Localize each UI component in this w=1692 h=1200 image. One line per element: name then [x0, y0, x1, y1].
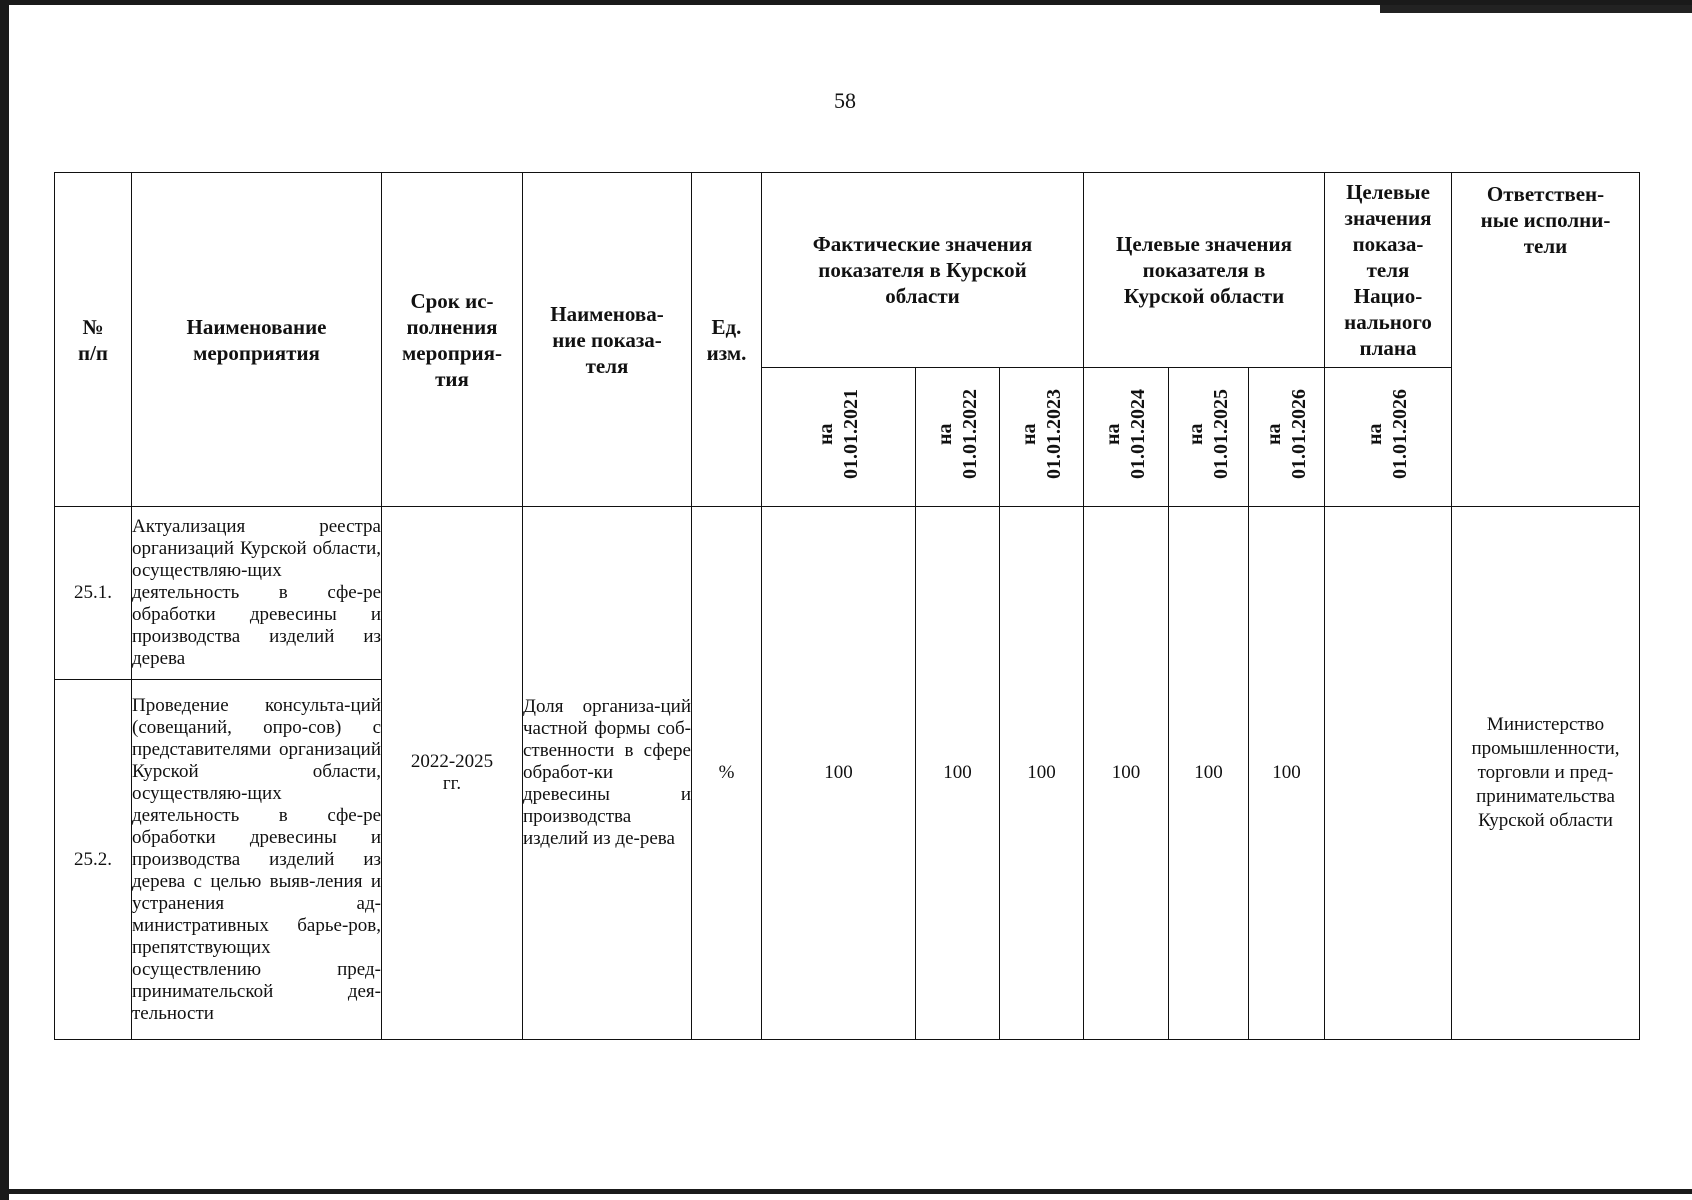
indicator-cell: Доля организа-ций частной формы соб-ственности в сфере обработ-ки древесины и производства изделий из де-рева	[523, 507, 692, 1040]
header-date-target-3: на 01.01.2026	[1249, 368, 1325, 507]
header-actual-values: Фактические значения показателя в Курской области	[762, 173, 1084, 368]
header-target-regional: Целевые значения показателя в Курской области	[1084, 173, 1325, 368]
header-date-actual-1: на 01.01.2021	[762, 368, 916, 507]
value-actual-2021: 100	[762, 507, 916, 1040]
scan-border-bottom	[0, 1189, 1692, 1194]
value-actual-2022: 100	[916, 507, 1000, 1040]
value-target-2026: 100	[1249, 507, 1325, 1040]
row-number: 25.2.	[55, 680, 132, 1040]
scan-border-top-right	[1380, 5, 1692, 13]
row-number: 25.1.	[55, 507, 132, 680]
header-event-name: Наименование мероприятия	[132, 173, 382, 507]
value-national-2026	[1325, 507, 1452, 1040]
header-date-target-2: на 01.01.2025	[1169, 368, 1249, 507]
header-unit: Ед. изм.	[692, 173, 762, 507]
unit-cell: %	[692, 507, 762, 1040]
header-deadline: Срок ис- полнения мероприя- тия	[382, 173, 523, 507]
header-indicator: Наименова- ние показа- теля	[523, 173, 692, 507]
event-name: Проведение консульта-ций (совещаний, опро-сов) с представителями организаций Курской области, осуществляю-щих деятельность в сфе-ре обработки древесины и производства изделий из дерева с целью выяв-ления и устранения ад-министративных барье-ров, препятствующих осуществлению пред-принимательской дея-тельности	[132, 680, 382, 1040]
event-name: Актуализация реестра организаций Курской области, осуществляю-щих деятельность в сфе-ре обработки древесины и производства изделий из дерева	[132, 507, 382, 680]
header-date-actual-3: на 01.01.2023	[1000, 368, 1084, 507]
header-date-target-1: на 01.01.2024	[1084, 368, 1169, 507]
scan-border-left	[0, 0, 9, 1200]
responsible-cell: Министерство промышленности, торговли и пред-принимательства Курской области	[1452, 507, 1640, 1040]
header-row-1	[55, 173, 1640, 368]
header-responsible: Ответствен- ные исполни- тели	[1452, 173, 1640, 507]
header-target-national: Целевые значения показа- теля Нацио- нального плана	[1325, 173, 1452, 368]
value-target-2024: 100	[1084, 507, 1169, 1040]
header-num: № п/п	[55, 173, 132, 507]
page-number: 58	[834, 88, 856, 113]
measures-table	[54, 172, 1640, 1040]
header-date-national-1: на 01.01.2026	[1325, 368, 1452, 507]
deadline-cell: 2022-2025 гг.	[382, 507, 523, 1040]
table-row	[55, 507, 1640, 680]
value-target-2025: 100	[1169, 507, 1249, 1040]
header-date-actual-2: на 01.01.2022	[916, 368, 1000, 507]
value-actual-2023: 100	[1000, 507, 1084, 1040]
